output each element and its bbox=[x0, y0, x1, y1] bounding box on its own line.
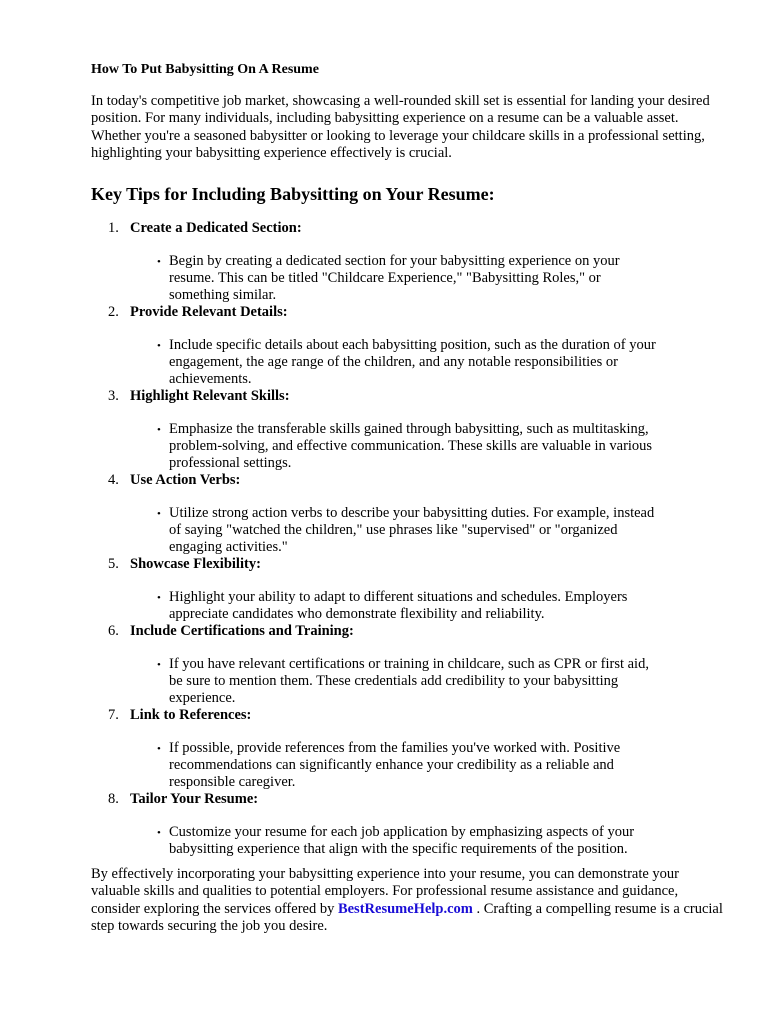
tip-item bbox=[91, 623, 727, 707]
bullet-icon: • bbox=[157, 592, 161, 605]
tip-heading bbox=[91, 472, 727, 489]
tip-number: 2. bbox=[108, 304, 119, 321]
tip-title: Provide Relevant Details: bbox=[130, 304, 288, 321]
tip-number: 8. bbox=[108, 791, 119, 808]
tip-text: Customize your resume for each job application by emphasizing aspects of your babysitting experience that align with the specific requirements of the position. bbox=[169, 824, 635, 858]
closing-text-after: . Crafting a compelling resume is a crucial step towards securing the job you desire. bbox=[91, 900, 723, 935]
tip-bullet bbox=[91, 740, 659, 791]
tip-text: If you have relevant certifications or training in childcare, such as CPR or first aid, be sure to mention them. These credentials add credibility to your babysitting experience. bbox=[169, 656, 649, 707]
closing-text-before: By effectively incorporating your babysitting experience into your resume, you can demonstrate your valuable skills and qualities to potential employers. For professional resume assistance and guidance, consider exploring the services offered by bbox=[91, 866, 680, 917]
tip-heading bbox=[91, 623, 727, 640]
tip-text: Include specific details about each babysitting position, such as the duration of your engagement, the age range of the children, and any notable responsibilities or achievements. bbox=[169, 337, 656, 388]
bullet-icon: • bbox=[157, 256, 161, 269]
tip-text: Begin by creating a dedicated section for your babysitting experience on your resume. This can be titled "Childcare Experience," "Babysitting Roles," or something similar. bbox=[169, 253, 620, 304]
closing-paragraph bbox=[91, 866, 727, 935]
tip-heading bbox=[91, 791, 727, 808]
best-resume-help-link[interactable]: BestResumeHelp.com bbox=[337, 900, 473, 917]
tip-bullet bbox=[91, 337, 659, 388]
tip-item bbox=[91, 388, 727, 472]
tip-bullet bbox=[91, 421, 659, 472]
tip-title: Include Certifications and Training: bbox=[130, 623, 354, 640]
document-title: How To Put Babysitting On A Resume bbox=[91, 62, 319, 77]
tip-bullet bbox=[91, 253, 659, 304]
tip-title: Tailor Your Resume: bbox=[130, 791, 259, 808]
bullet-icon: • bbox=[157, 743, 161, 756]
tip-heading bbox=[91, 388, 727, 405]
tip-title: Link to References: bbox=[130, 707, 252, 724]
tip-heading bbox=[91, 304, 727, 321]
tip-number: 3. bbox=[108, 388, 119, 405]
tip-number: 6. bbox=[108, 623, 119, 640]
tip-bullet bbox=[91, 824, 659, 858]
tip-item bbox=[91, 304, 727, 388]
bullet-icon: • bbox=[157, 340, 161, 353]
tip-number: 4. bbox=[108, 472, 119, 489]
document-page bbox=[91, 61, 727, 935]
tip-heading bbox=[91, 556, 727, 573]
tip-title: Create a Dedicated Section: bbox=[130, 220, 302, 237]
tip-number: 7. bbox=[108, 707, 119, 724]
tip-text: Emphasize the transferable skills gained through babysitting, such as multitasking, problem-solving, and effective communication. These skills are valuable in various professional settings. bbox=[169, 421, 653, 472]
bullet-icon: • bbox=[157, 424, 161, 437]
tip-text: Highlight your ability to adapt to different situations and schedules. Employers appreciate candidates who demonstrate flexibility and reliability. bbox=[169, 589, 628, 623]
tip-item bbox=[91, 556, 727, 623]
tip-bullet bbox=[91, 589, 659, 623]
tip-item bbox=[91, 472, 727, 556]
section-heading: Key Tips for Including Babysitting on Your Resume: bbox=[91, 184, 495, 205]
tip-number: 1. bbox=[108, 220, 119, 237]
tips-list bbox=[91, 220, 727, 858]
intro-paragraph: In today's competitive job market, showcasing a well-rounded skill set is essential for landing your desired position. For many individuals, including babysitting experience on a resume can be a valuable asset. Whether you're a seasoned babysitter or looking to leverage your childcare skills in a professional setting, highlighting your babysitting experience effectively is crucial. bbox=[91, 93, 710, 161]
tip-title: Highlight Relevant Skills: bbox=[130, 388, 290, 405]
tip-text: If possible, provide references from the families you've worked with. Positive recommendations can significantly enhance your credibility as a reliable and responsible caregiver. bbox=[169, 740, 621, 791]
bullet-icon: • bbox=[157, 659, 161, 672]
tip-item bbox=[91, 220, 727, 304]
tip-bullet bbox=[91, 656, 659, 707]
tip-title: Use Action Verbs: bbox=[130, 472, 241, 489]
tip-heading bbox=[91, 707, 727, 724]
tip-title: Showcase Flexibility: bbox=[130, 556, 261, 573]
bullet-icon: • bbox=[157, 508, 161, 521]
tip-item bbox=[91, 791, 727, 858]
bullet-icon: • bbox=[157, 827, 161, 840]
tip-number: 5. bbox=[108, 556, 119, 573]
tip-item bbox=[91, 707, 727, 791]
tip-text: Utilize strong action verbs to describe your babysitting duties. For example, instead of saying "watched the children," use phrases like "supervised" or "organized engaging activities." bbox=[169, 505, 655, 556]
tip-bullet bbox=[91, 505, 659, 556]
tip-heading bbox=[91, 220, 727, 237]
